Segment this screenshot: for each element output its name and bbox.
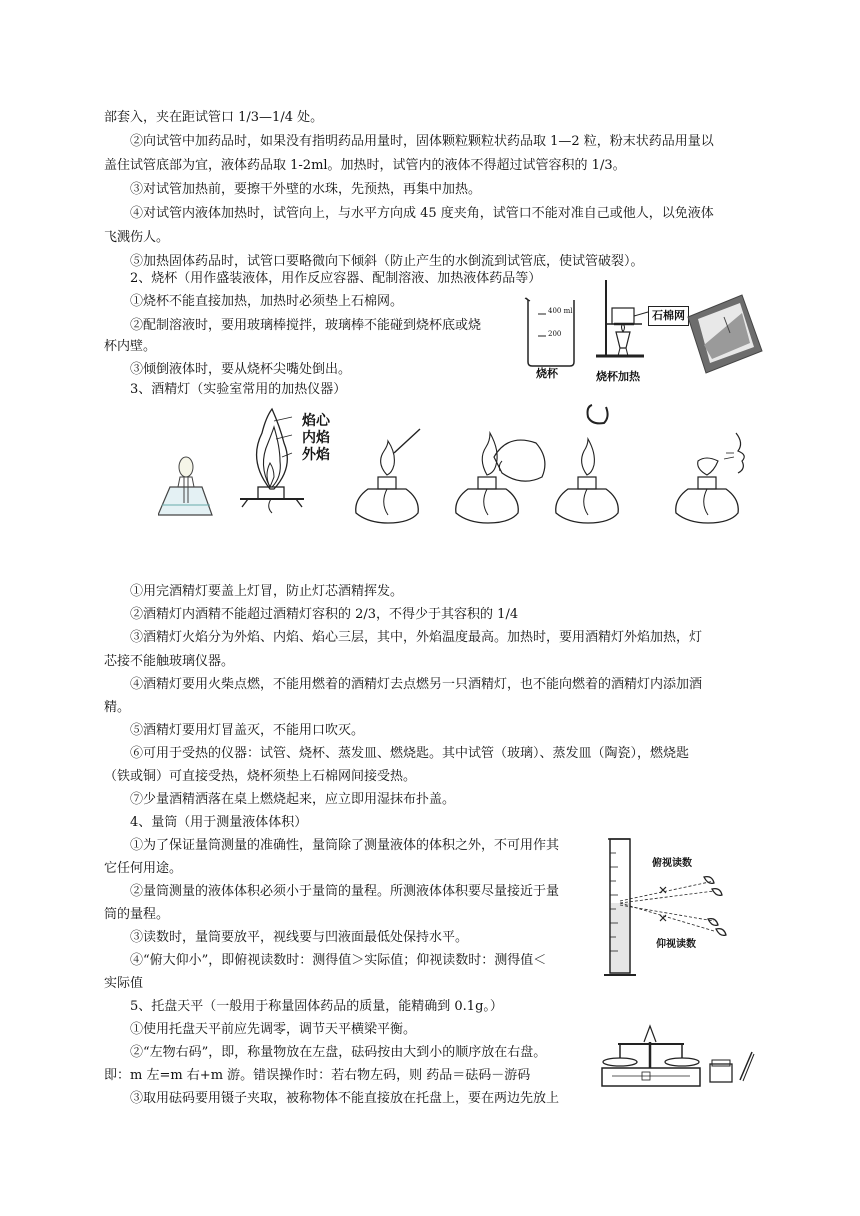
- lamp-lit-with-match: [356, 429, 420, 523]
- beaker-photo: [684, 293, 764, 375]
- lamp-lit-from-lamp: [456, 433, 545, 523]
- text-line: ②酒精灯内酒精不能超过酒精灯容积的 2/3，不得少于其容积的 1/4: [130, 607, 519, 622]
- text-line: ⑥可用于受热的仪器：试管、烧杯、蒸发皿、燃烧匙。其中试管（玻璃）、蒸发皿（陶瓷），燃烧匙: [130, 746, 690, 761]
- balance-figure: [598, 1016, 758, 1092]
- lamp-cap-removed: [556, 405, 619, 523]
- section-heading: 5、托盘天平（一般用于称量固体药品的质量，能精确到 0.1g。）: [130, 999, 503, 1014]
- text-line: ④对试管内液体加热时，试管向上，与水平方向成 45 度夹角，试管口不能对准自己或他人，以免液体: [130, 206, 714, 221]
- text-line: ①用完酒精灯要盖上灯冒，防止灯芯酒精挥发。: [130, 584, 404, 599]
- beaker-heating-figure: [584, 272, 685, 383]
- beaker-figure: [520, 292, 582, 382]
- text-line: （铁或铜）可直接受热，烧杯须垫上石棉网间接受热。: [104, 769, 417, 784]
- beaker-heating-caption: 烧杯加热: [596, 370, 640, 383]
- text-line: ②“左物右码”，即，称量物放在左盘，砝码按由大到小的顺序放在右盘。: [130, 1045, 547, 1060]
- text-line: ③取用砝码要用镊子夹取，被称物体不能直接放在托盘上，要在两边先放上: [130, 1091, 560, 1106]
- flame-core-label: 焰心: [302, 413, 330, 429]
- text-line: ①烧杯不能直接加热，加热时必须垫上石棉网。: [130, 294, 404, 309]
- text-line: 杯内壁。: [104, 339, 157, 354]
- text-line: ③读数时，量筒要放平，视线要与凹液面最低处保持水平。: [130, 930, 469, 945]
- text-line: ⑤加热固体药品时，试管口要略微向下倾斜（防止产生的水倒流到试管底，使试管破裂）。: [130, 254, 644, 269]
- text-line: ③酒精灯火焰分为外焰、内焰、焰心三层，其中，外焰温度最高。加热时，要用酒精灯外焰加热，灯: [130, 630, 703, 645]
- text-line: ③倾倒液体时，要从烧杯尖嘴处倒出。: [130, 362, 352, 377]
- flame-outer-label: 外焰: [302, 447, 330, 463]
- text-line: ③对试管加热前，要擦干外壁的水珠，先预热，再集中加热。: [130, 182, 482, 197]
- beaker-mark-200: 200: [548, 330, 562, 338]
- text-line: ⑤酒精灯要用灯冒盖灭，不能用口吹灭。: [130, 723, 365, 738]
- text-line: ②量筒测量的液体体积必须小于量筒的量程。所测液体体积要尽量接近于量: [130, 884, 560, 899]
- alcohol-lamp-diagrams: [158, 403, 748, 527]
- text-line: ④酒精灯要用火柴点燃，不能用燃着的酒精灯去点燃另一只酒精灯，也不能向燃着的酒精灯内添加酒: [130, 677, 703, 692]
- text-line: ②配制溶液时，要用玻璃棒搅拌，玻璃棒不能碰到烧杯底或烧: [130, 318, 482, 333]
- look-up-label: 仰视读数: [656, 939, 696, 950]
- asbestos-net-label: 石棉网: [648, 306, 689, 326]
- beaker-mark-400: 400 ml: [548, 307, 573, 315]
- text-line: 即：m 左=m 右+m 游。错误操作时：若右物左码，则 药品＝砝码－游码: [104, 1068, 531, 1083]
- beaker-caption: 烧杯: [536, 367, 558, 380]
- text-line: ⑦少量酒精洒落在桌上燃烧起来，应立即用湿抹布扑盖。: [130, 792, 456, 807]
- section-heading: 3、酒精灯（实验室常用的加热仪器）: [130, 382, 347, 397]
- text-line: 筒的量程。: [104, 907, 170, 922]
- text-line: 精。: [104, 700, 131, 715]
- text-line: 它任何用途。: [104, 861, 183, 876]
- section-heading: 2、烧杯（用作盛装液体，用作反应容器、配制溶液、加热液体药品等）: [130, 271, 542, 286]
- section-heading: 4、量筒（用于测量液体体积）: [130, 815, 308, 830]
- text-line: 芯接不能触玻璃仪器。: [104, 654, 235, 669]
- flame-layers-diagram: [240, 409, 304, 513]
- text-line: 实际值: [104, 976, 144, 991]
- flame-inner-label: 内焰: [302, 430, 330, 446]
- text-line: 盖住试管底部为宜，液体药品取 1-2ml。加热时，试管内的液体不得超过试管容积的 1/3。: [104, 158, 626, 173]
- lamp-with-cap: [158, 457, 212, 515]
- text-line: 部套入，夹在距试管口 1/3—1/4 处。: [104, 110, 324, 125]
- look-down-label: 俯视读数: [652, 858, 692, 869]
- text-line: ④“俯大仰小”，即俯视读数时：测得值＞实际值；仰视读数时：测得值＜: [130, 953, 547, 968]
- graduated-cylinder-figure: [604, 833, 734, 981]
- text-line: ①为了保证量筒测量的准确性，量筒除了测量液体的体积之外，不可用作其: [130, 838, 560, 853]
- text-line: ②向试管中加药品时，如果没有指明药品用量时，固体颗粒颗粒状药品取 1—2 粒，粉末状药品用量以: [130, 134, 714, 149]
- lamp-blown-out: [676, 433, 745, 523]
- text-line: 飞溅伤人。: [104, 230, 170, 245]
- text-line: ①使用托盘天平前应先调零，调节天平横梁平衡。: [130, 1022, 417, 1037]
